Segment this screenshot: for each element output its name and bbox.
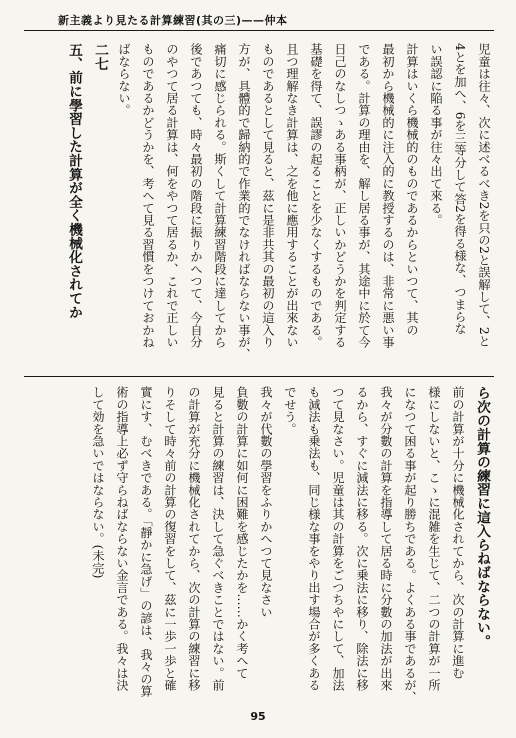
text-column: 児童は往々、次に述べるべき2を只の2と誤解して、2と [477, 43, 491, 347]
text-column: である。計算の理由を、解し居る事が、其途中に於て今 [357, 43, 371, 348]
section-divider [24, 376, 494, 377]
text-column: 日己のなしつゝある事柄が、正しいかどうかを判定する [333, 43, 347, 348]
text-column: つて見なさい。児童は其の計算をごつちやにして、加法 [331, 386, 345, 691]
section-heading: 五、前に學習した計算が全く機械化されてか [66, 43, 82, 319]
text-column: 基礎を得て、誤謬の起ることを少なくするものである。 [309, 43, 323, 348]
text-column: になつて困る事が起り勝ちである。よくある事であるが、 [403, 386, 417, 704]
text-column: のやつて居る計算は、何をやつて居るか、これで正しい [165, 43, 179, 348]
text-column: 方が、具體的で歸納的で作業的でなければならない事が、 [237, 43, 251, 361]
text-column: して効を急いではならない。(未完) [91, 386, 105, 579]
text-column: い誤認に陥る事が往々出て來る。 [429, 43, 443, 226]
text-column: 我々が代數の學習をふりかへつて見なさい [259, 386, 273, 618]
text-column: 術の指導上必ず守らねばならない金言である。我々は決 [115, 386, 129, 691]
text-column: 前の計算が十分に機械化されてから、次の計算に進む [451, 386, 465, 679]
text-column: ものであるかどうかを、考へて見る習慣をつけておかね [141, 43, 155, 348]
header-rule [24, 30, 494, 31]
text-column: りそして時々前の計算の復習をして、茲に一歩一歩と確 [163, 386, 177, 691]
text-column: 計算はいくら機械的のものであるからといつて、其の [405, 43, 419, 336]
text-column: 負數の計算に如何に困難を感じたかを……かく考へて [235, 386, 249, 679]
text-column: ものであるとして見ると、茲に是非共其の最初の這入り [261, 43, 275, 348]
section-number: 二七 [92, 43, 108, 71]
text-column: の計算が充分に機械化されてから、次の計算の練習に移 [187, 386, 201, 691]
text-column: 我々が分數の計算を指導して居る時に分數の加法が出來 [379, 386, 393, 691]
text-column: 痛切に感じられる。斯くして計算練習階段に達してから [213, 43, 227, 348]
text-column: るから、すぐに減法に移る。次に乗法に移り、除法に移 [355, 386, 369, 691]
text-column: 様にしないと、こゝに混雑を生じて、二つの計算が一所 [427, 386, 441, 691]
text-column: 見ると計算の練習は、決して急ぐべきことではない。前 [211, 386, 225, 691]
text-column: 後であつても、時々最初の階段に振りかへつて、今自分 [189, 43, 203, 348]
text-column: 最初から機械的に注入的に教授するのは、非常に悪い事 [381, 43, 395, 348]
text-column: 4とを加へ、6を三等分して答2を得る様な、つまらな [453, 43, 467, 335]
text-column: ばならない。 [117, 43, 131, 117]
text-column: も減法も乗法も、同じ様な事をやり出す場合が多くある [307, 386, 321, 691]
page-number: 95 [250, 710, 266, 723]
text-column: 實にす、むべきである。「靜かに急げ」の諺は、我々の算 [139, 386, 153, 698]
running-header: 新主義より見たる計算練習(其の三)——仲本 [58, 14, 288, 27]
text-column: でせう。 [283, 386, 297, 435]
section-heading-continued: ら次の計算の練習に這入らねばならない。 [474, 386, 490, 649]
text-column: 且つ理解なき計算は、之を他に應用することが出來ない [285, 43, 299, 348]
